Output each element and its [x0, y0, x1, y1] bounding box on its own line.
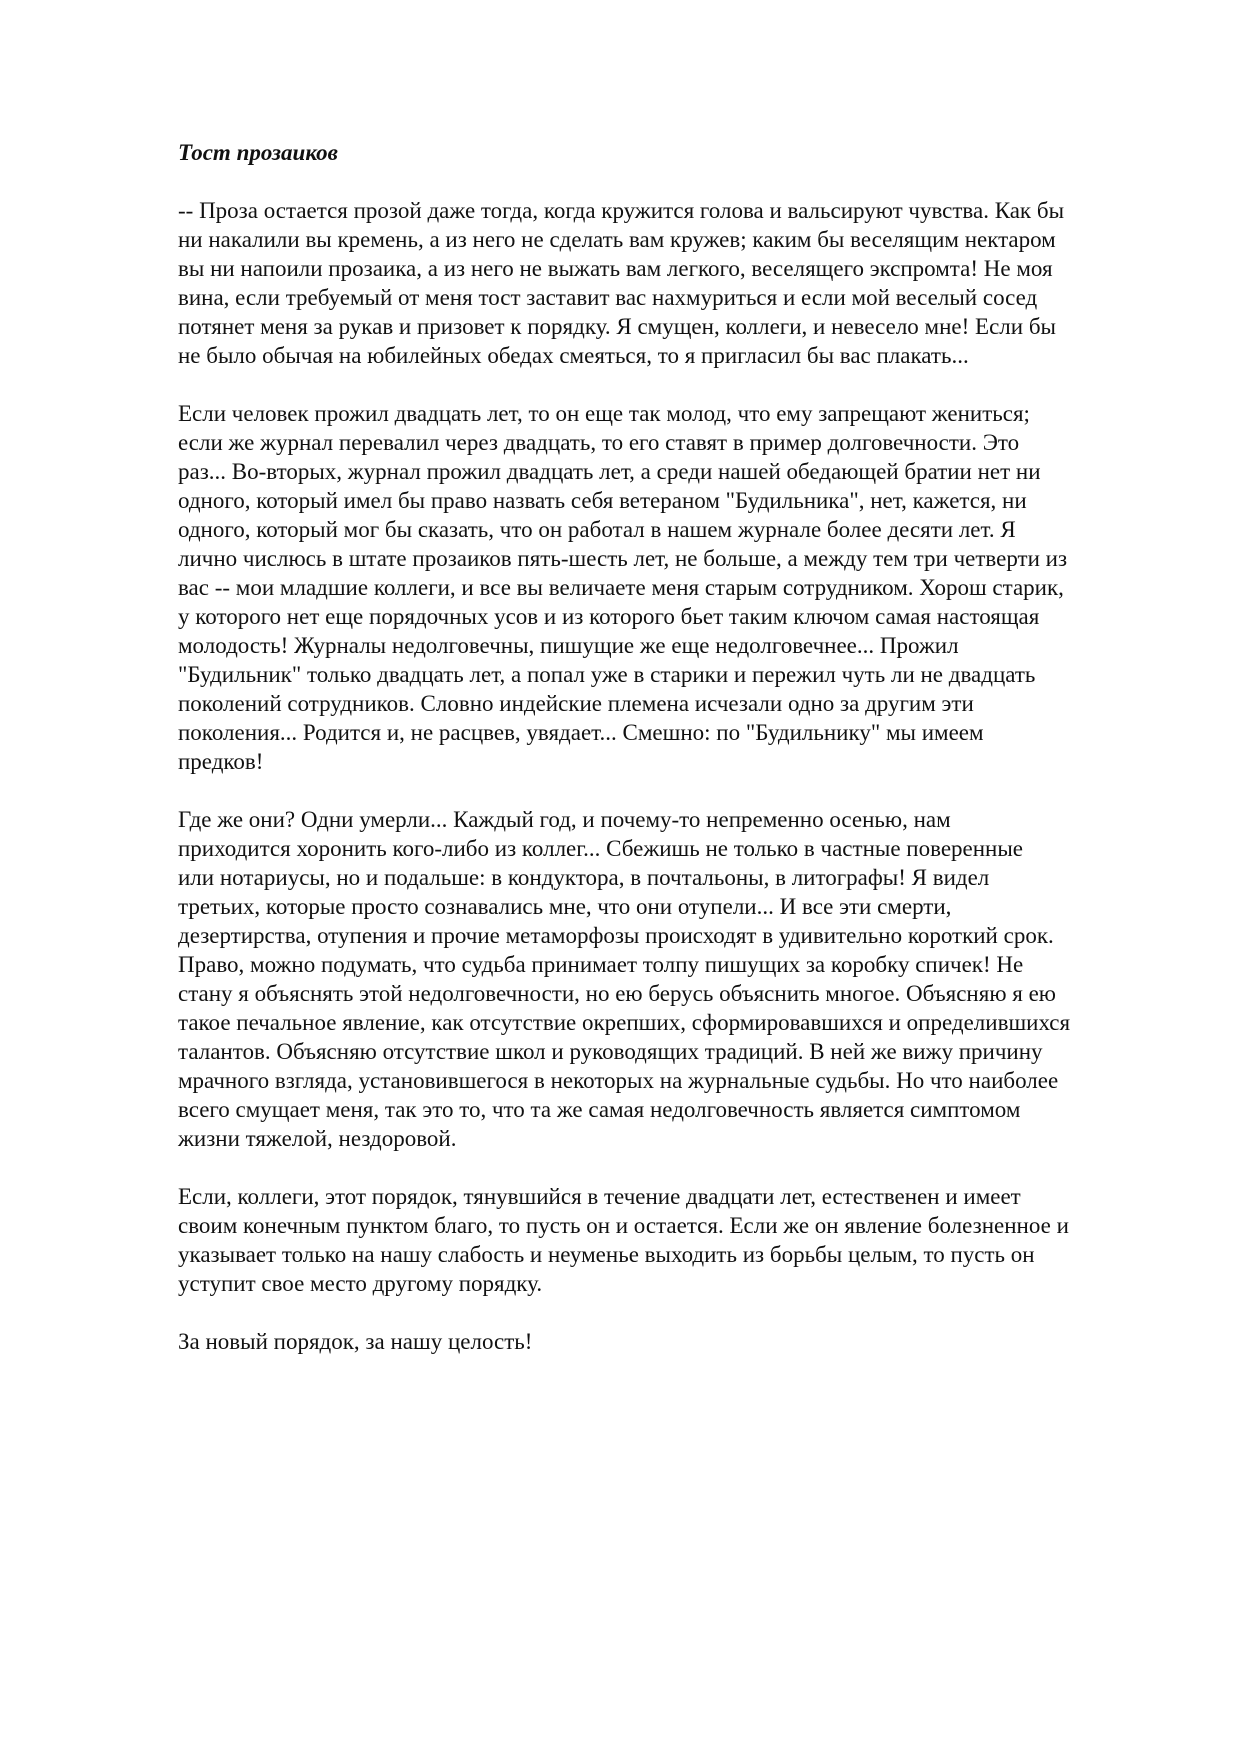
paragraph-line: Если человек прожил двадцать лет, то он еще так молод, что ему запрещают жениться; [178, 401, 1030, 426]
paragraph-line: у которого нет еще порядочных усов и из которого бьет таким ключом самая настоящая [178, 604, 1040, 629]
paragraph [178, 196, 1168, 370]
document-body [178, 138, 1168, 1385]
paragraph-line: мрачного взгляда, установившегося в некоторых на журнальные судьбы. Но что наиболее [178, 1068, 1059, 1093]
paragraph-line: За новый порядок, за нашу целость! [178, 1329, 533, 1354]
paragraph-line: жизни тяжелой, нездоровой. [178, 1126, 457, 1151]
paragraph-line: всего смущает меня, так это то, что та же самая недолговечность является симптомом [178, 1097, 1021, 1122]
paragraph-line: вина, если требуемый от меня тост заставит вас нахмуриться и если мой веселый сосед [178, 285, 1038, 310]
paragraph-line: поколений сотрудников. Словно индейские племена исчезали одно за другим эти [178, 691, 974, 716]
paragraph-line: Где же они? Одни умерли... Каждый год, и почему-то непременно осенью, нам [178, 807, 951, 832]
paragraph-line: -- Проза остается прозой даже тогда, когда кружится голова и вальсируют чувства. Как бы [178, 198, 1065, 223]
paragraph-line: одного, который мог бы сказать, что он работал в нашем журнале более десяти лет. Я [178, 517, 1016, 542]
document-title: Тост прозаиков [178, 140, 338, 165]
paragraph-line: потянет меня за рукав и призовет к порядку. Я смущен, коллеги, и невесело мне! Если бы [178, 314, 1056, 339]
paragraph-line: дезертирства, отупения и прочие метаморфозы происходят в удивительно короткий срок. [178, 923, 1054, 948]
paragraph-line: "Будильник" только двадцать лет, а попал уже в старики и пережил чуть ли не двадцать [178, 662, 1036, 687]
paragraph-line: молодость! Журналы недолговечны, пишущие же еще недолговечнее... Прожил [178, 633, 959, 658]
paragraph-line: такое печальное явление, как отсутствие окрепших, сформировавшихся и определившихся [178, 1010, 1071, 1035]
paragraph-line: приходится хоронить кого-либо из коллег... Сбежишь не только в частные поверенные [178, 836, 1024, 861]
paragraph-line: Если, коллеги, этот порядок, тянувшийся в течение двадцати лет, естественен и имеет [178, 1184, 1021, 1209]
paragraph-line: одного, который имел бы право назвать себя ветераном "Будильника", нет, кажется, ни [178, 488, 1027, 513]
paragraph-line: раз... Во-вторых, журнал прожил двадцать лет, а среди нашей обедающей братии нет ни [178, 459, 1041, 484]
paragraph-line: стану я объяснять этой недолговечности, но ею берусь объяснить многое. Объясняю я ею [178, 981, 1056, 1006]
paragraph-line: если же журнал перевалил через двадцать, то его ставят в пример долговечности. Это [178, 430, 1020, 455]
paragraph-line: талантов. Объясняю отсутствие школ и руководящих традиций. В ней же вижу причину [178, 1039, 1043, 1064]
paragraph [178, 1182, 1168, 1298]
paragraph-line: Право, можно подумать, что судьба принимает толпу пишущих за коробку спичек! Не [178, 952, 1024, 977]
paragraph-line: вас -- мои младшие коллеги, и все вы величаете меня старым сотрудником. Хорош старик, [178, 575, 1064, 600]
paragraphs-container [178, 196, 1168, 1356]
paragraph [178, 805, 1168, 1153]
paragraph-line: вы ни напоили прозаика, а из него не выжать вам легкого, веселящего экспромта! Не моя [178, 256, 1053, 281]
paragraph-line: или нотариусы, но и подальше: в кондуктора, в почтальоны, в литографы! Я видел [178, 865, 990, 890]
paragraph [178, 1327, 1168, 1356]
paragraph-line: третьих, которые просто сознавались мне, что они отупели... И все эти смерти, [178, 894, 952, 919]
paragraph-line: своим конечным пунктом благо, то пусть он и остается. Если же он явление болезненное и [178, 1213, 1069, 1238]
paragraph-line: ни накалили вы кремень, а из него не сделать вам кружев; каким бы веселящим нектаром [178, 227, 1056, 252]
paragraph-line: не было обычая на юбилейных обедах смеяться, то я пригласил бы вас плакать... [178, 343, 969, 368]
paragraph-line: предков! [178, 749, 264, 774]
paragraph-line: поколения... Родится и, не расцвев, увядает... Смешно: по "Будильнику" мы имеем [178, 720, 984, 745]
paragraph-line: лично числюсь в штате прозаиков пять-шесть лет, не больше, а между тем три четверти из [178, 546, 1068, 571]
paragraph [178, 399, 1168, 776]
paragraph-line: указывает только на нашу слабость и неуменье выходить из борьбы целым, то пусть он [178, 1242, 1035, 1267]
paragraph-line: уступит свое место другому порядку. [178, 1271, 543, 1296]
